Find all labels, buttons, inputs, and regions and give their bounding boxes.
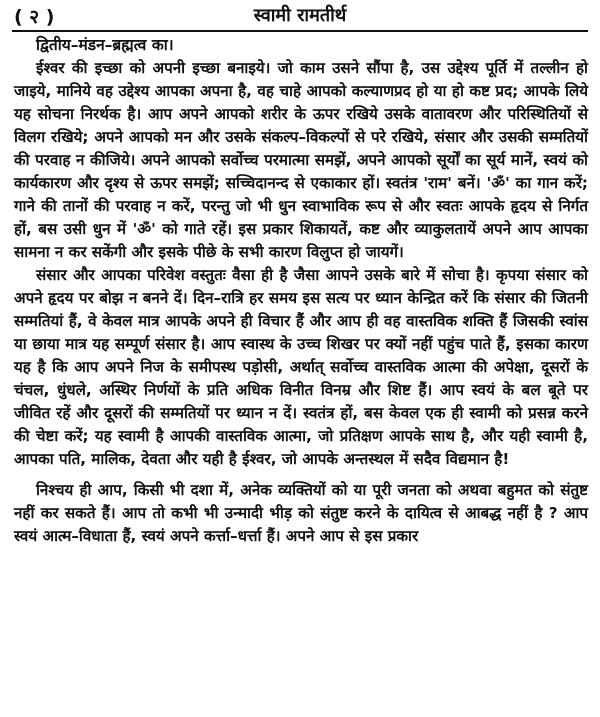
header-rule <box>12 30 588 32</box>
body-text <box>14 34 588 548</box>
page-header <box>0 0 600 32</box>
paragraph-3: निश्चय ही आप, किसी भी दशा में, अनेक व्यक्तियों को या पूरी जनता को अथवा बहुमत को संतुष्ट नहीं कर सकते हैं। आप तो कभी भी उन्मादी भीड़ को संतुष्ट करने के दायित्व से आबद्ध नहीं है ? आप स्वयं आत्म–विधाता हैं, स्वयं अपने कर्त्ता–धर्त्ता हैं। अपने आप से इस प्रकार <box>14 481 588 545</box>
section-heading: द्वितीय–मंडन–ब्रह्मत्व का। <box>36 36 174 54</box>
paragraph-2: संसार और आपका परिवेश वस्तुतः वैसा ही है जैसा आपने उसके बारे में सोचा है। कृपया संसार को अपने हृदय पर बोझ न बनने दें। दिन–रात्रि हर समय इस सत्य पर ध्यान केन्द्रित करें कि संसार की जितनी सम्मतियां हैं, वे केवल मात्र आपके अपने ही विचार हैं और आप ही वह वास्तविक शक्ति हैं जिसकी स्वांस या छाया मात्र यह सम्पूर्ण संसार है। आप स्वास्थ के उच्च शिखर पर क्यों नहीं पहुंच पाते हैं, इसका कारण यह है कि आप अपने निज के समीपस्थ पड़ोसी, अर्थात् सर्वोच्च वास्तविक आत्मा की अपेक्षा, दूसरों के चंचल, धुंधले, अस्थिर निर्णयों के प्रति अधिक विनीत विनम्र और शिष्ट हैं। आप स्वयं के बल बूते पर जीवित रहें और दूसरों की सम्मतियों पर ध्यान न दें। स्वतंत्र हों, बस केवल एक ही स्वामी को प्रसन्न करने की चेष्टा करें; यह स्वामी है आपकी वास्तविक आत्मा, जो प्रतिक्षण आपके साथ है, और यही स्वामी है, आपका पति, मालिक, देवता और यही है ईश्वर, जो आपके अन्तस्थल में सदैव विद्यमान है! <box>14 266 588 468</box>
page-number: ( २ ) <box>14 6 55 28</box>
running-title: स्वामी रामतीर्थ <box>253 5 347 26</box>
paragraph-1: ईश्वर की इच्छा को अपनी इच्छा बनाइये। जो काम उसने सौंपा है, उस उद्देश्य पूर्ति में तल्लीन हो जाइये, मानिये वह उद्देश्य आपका अपना है, वह चाहे आपको कल्याणप्रद हो या हो कष्ट प्रद; आपके लिये यह सोचना निरर्थक है। आप अपने आपको शरीर के ऊपर रखिये उसके वातावरण और परिस्थितियों से विलग रखिये; अपने आपको मन और उसके संकल्प–विकल्पों से परे रखिये, संसार और उसकी सम्मतियों की परवाह न कीजिये। अपने आपको सर्वोच्च परमात्मा समझें, अपने आपको सूर्यों का सूर्य मानें, स्वयं को कार्यकारण और दृश्य से ऊपर समझें; सच्चिदानन्द से एकाकार हों। स्वतंत्र 'राम' बनें। 'ॐ' का गान करें; गाने की तानों की परवाह न करें, परन्तु जो भी धुन स्वाभाविक रूप से और स्वतः आपके हृदय से निर्गत हों, बस उसी धुन में 'ॐ' को गाते रहें। इस प्रकार शिकायतें, कष्ट और व्याकुलतायें अपने आप आपका सामना न कर सकेंगी और इसके पीछे के सभी कारण विलुप्त हो जायगें। <box>14 59 588 261</box>
